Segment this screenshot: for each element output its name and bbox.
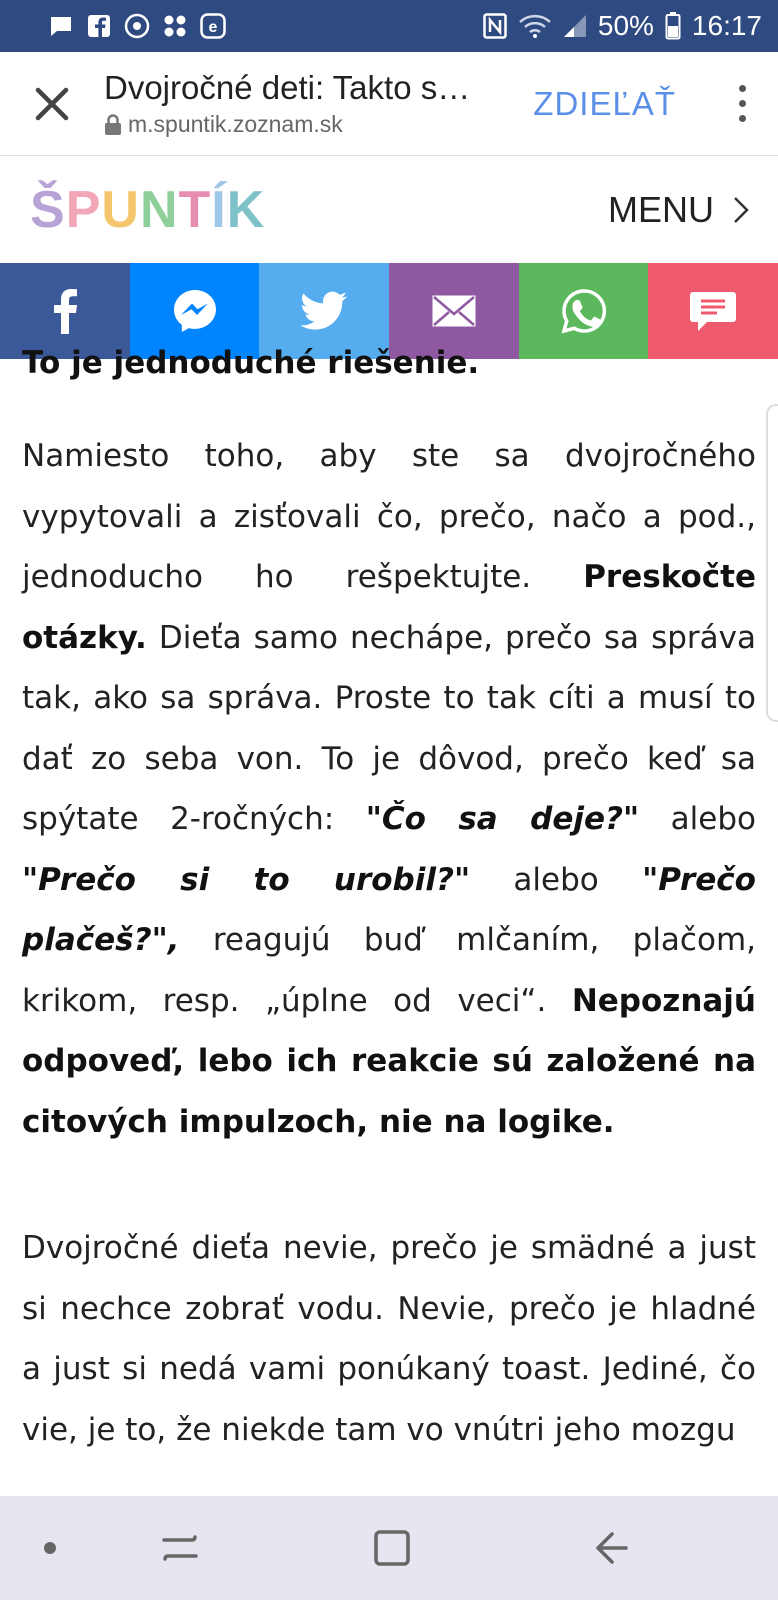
nav-dot-button[interactable] [20,1496,80,1600]
article-content [0,345,778,1496]
recent-apps-button[interactable] [140,1496,220,1600]
logo-letter: T [178,181,212,239]
status-bar [0,0,778,52]
chevron-right-icon [732,195,750,225]
page-info[interactable] [104,69,533,138]
apps-icon [162,13,188,39]
page-title: Dvojročné deti: Takto s… [104,69,471,106]
mail-icon [431,294,477,328]
logo-letter: U [101,181,140,239]
custom-tab-toolbar [0,52,778,156]
clock: 16:17 [691,10,762,41]
twitter-icon [300,291,348,331]
logo-letter: K [226,181,266,239]
dot-icon [42,1540,58,1556]
logo-letter: P [65,181,102,239]
signal-icon [562,13,588,39]
menu-label: MENU [608,189,714,230]
site-logo[interactable] [30,180,265,240]
logo-letter: Š [30,181,66,239]
messenger-icon [171,287,219,335]
notification-icons [48,13,226,39]
whatsapp-icon [560,287,608,335]
recent-apps-icon [160,1528,200,1568]
facebook-icon [52,288,78,334]
more-vert-icon [739,85,746,92]
logo-letter: Í [211,181,227,239]
wifi-icon [518,13,552,39]
url-text: m.spuntik.zoznam.sk [128,111,343,137]
logo-letter: N [139,181,179,239]
battery-icon [664,13,682,39]
home-icon [372,1528,412,1568]
share-button[interactable]: ZDIEĽAŤ [533,84,676,122]
menu-button[interactable] [608,189,750,231]
message-icon [48,13,74,39]
messenger-icon [124,13,150,39]
sms-icon [689,290,737,332]
battery-percent: 50% [597,10,654,41]
more-options-button[interactable] [722,52,762,156]
article-paragraph: Dvojročné dieťa nevie, prečo je smädné a just si nechce zobrať vodu. Nevie, prečo je hladné a just si nedá vami ponúkaný toast. Jediné, čo vie, je to, že niekde tam vo vnútri jeho mozgu [22,1230,756,1448]
back-icon [590,1528,630,1568]
article-paragraph: Namiesto toho, aby ste sa dvojročného vypytovali a zisťovali čo, prečo, načo a pod., jednoducho ho rešpektujte. Preskočte otázky. Dieťa samo nechápe, prečo sa správa tak, ako sa správa. Proste to tak cíti a musí to dať zo seba von. To je dôvod, prečo keď sa spýtate 2-ročných: "Čo sa deje?" alebo "Prečo si to urobil?" alebo "Prečo plačeš?", reagujú buď mlčaním, plačom, krikom, resp. „úplne od veci“. Nepoznajú odpoveď, lebo ich reakcie sú založené na citových impulzoch, nie na logike. [22,438,756,1140]
edge-icon [200,13,226,39]
site-header [0,157,778,263]
back-button[interactable] [570,1496,650,1600]
article-heading-partial: To je jednoduché riešenie. [22,345,480,381]
lock-icon [104,114,122,136]
svg-text:e: e [208,19,218,36]
close-button[interactable] [0,52,104,156]
page-url [104,111,533,138]
close-icon [35,87,69,121]
nfc-icon [482,13,508,39]
system-nav-bar [0,1496,778,1600]
facebook-icon [86,13,112,39]
scroll-handle[interactable] [766,404,778,722]
system-status [482,10,762,42]
home-button[interactable] [352,1496,432,1600]
